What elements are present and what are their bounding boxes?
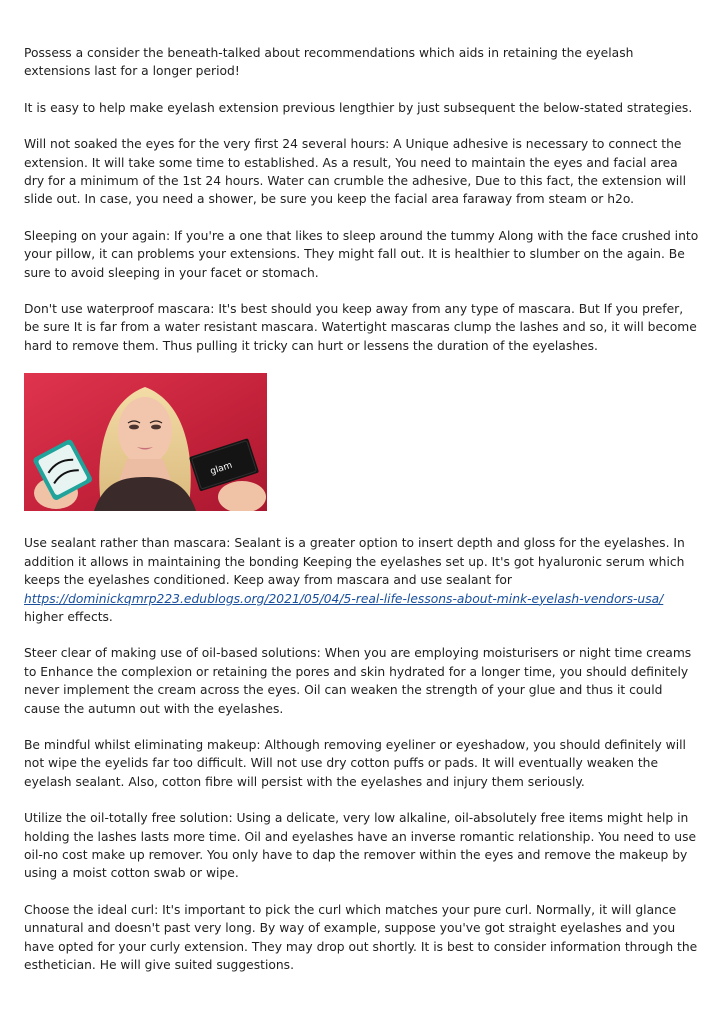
paragraph-mascara: Don't use waterproof mascara: It's best should you keep away from any type of mascara. But If you prefer, be sure It is far from a water resistant mascara. Watertight mascaras clump the lashes and so, it will become hard to remove them. Thus pulling it tricky can hurt or lessens the duration of the eyelashes. <box>24 302 697 353</box>
paragraph-sealant <box>24 534 700 626</box>
paragraph-makeup-removal: Be mindful whilst eliminating makeup: Although removing eyeliner or eyeshadow, you should definitely will not wipe the eyelids far too difficult. Will not use dry cotton puffs or pads. It will eventually weaken the eyelash sealant. Also, cotton fibre will persist with the eyelashes and injury them seriously. <box>24 737 686 789</box>
paragraph-intro: Possess a consider the beneath-talked about recommendations which aids in retaining the eyelash extensions last for a longer period! <box>24 46 634 79</box>
sealant-text-before: Use sealant rather than mascara: Sealant is a greater option to insert depth and gloss for the eyelashes. In addition it allows in maintaining the bonding Keeping the eyelashes set up. It's got hyaluronic serum which keeps the eyelashes conditioned. Keep away from mascara and use sealant for <box>24 536 685 588</box>
sealant-text-after: higher effects. <box>24 609 113 624</box>
article-body <box>24 44 700 992</box>
paragraph-curl: Choose the ideal curl: It's important to pick the curl which matches your pure curl. Normally, it will glance unnatural and doesn't past very long. By way of example, suppose you've got straight eyelashes and you have opted for your curly extension. They may drop out shortly. It is best to consider information through the esthetician. He will give suited suggestions. <box>24 902 698 972</box>
article-link[interactable]: https://dominickqmrp223.edublogs.org/2021/05/04/5-real-life-lessons-about-mink-eyelash-vendors-usa/ <box>24 591 664 606</box>
article-photo <box>24 373 267 511</box>
paragraph-sleeping: Sleeping on your again: If you're a one that likes to sleep around the tummy Along with the face crushed into your pillow, it can problems your extensions. They might fall out. It is healthier to slumber on the again. Be sure to avoid sleeping in your facet or stomach. <box>24 228 699 280</box>
paragraph-oil-free: Utilize the oil-totally free solution: Using a delicate, very low alkaline, oil-absolutely free items might help in holding the lashes lasts more time. Oil and eyelashes have an inverse romantic relationship. You need to use oil-no cost make up remover. You only have to dap the remover within the eyes and remove the makeup by using a moist cotton swab or wipe. <box>24 811 697 881</box>
paragraph-dry-eyes: Will not soaked the eyes for the very first 24 several hours: A Unique adhesive is necessary to connect the extension. It will take some time to established. As a result, You need to maintain the eyes and facial area dry for a minimum of the 1st 24 hours. Water can crumble the adhesive, Due to this fact, the extension will slide out. In case, you need a shower, be sure you keep the facial area faraway from steam or h2o. <box>24 137 687 207</box>
glam-box-label: glam <box>209 460 234 478</box>
woman-holding-lash-products-illustration <box>24 373 267 511</box>
paragraph-strategies: It is easy to help make eyelash extension previous lengthier by just subsequent the below-stated strategies. <box>24 100 693 115</box>
paragraph-oil-based: Steer clear of making use of oil-based solutions: When you are employing moisturisers or night time creams to Enhance the complexion or retaining the pores and skin hydrated for a longer time, you should definitely never implement the cream across the eyes. Oil can weaken the strength of your glue and thus it could cause the autumn out with the eyelashes. <box>24 646 692 716</box>
